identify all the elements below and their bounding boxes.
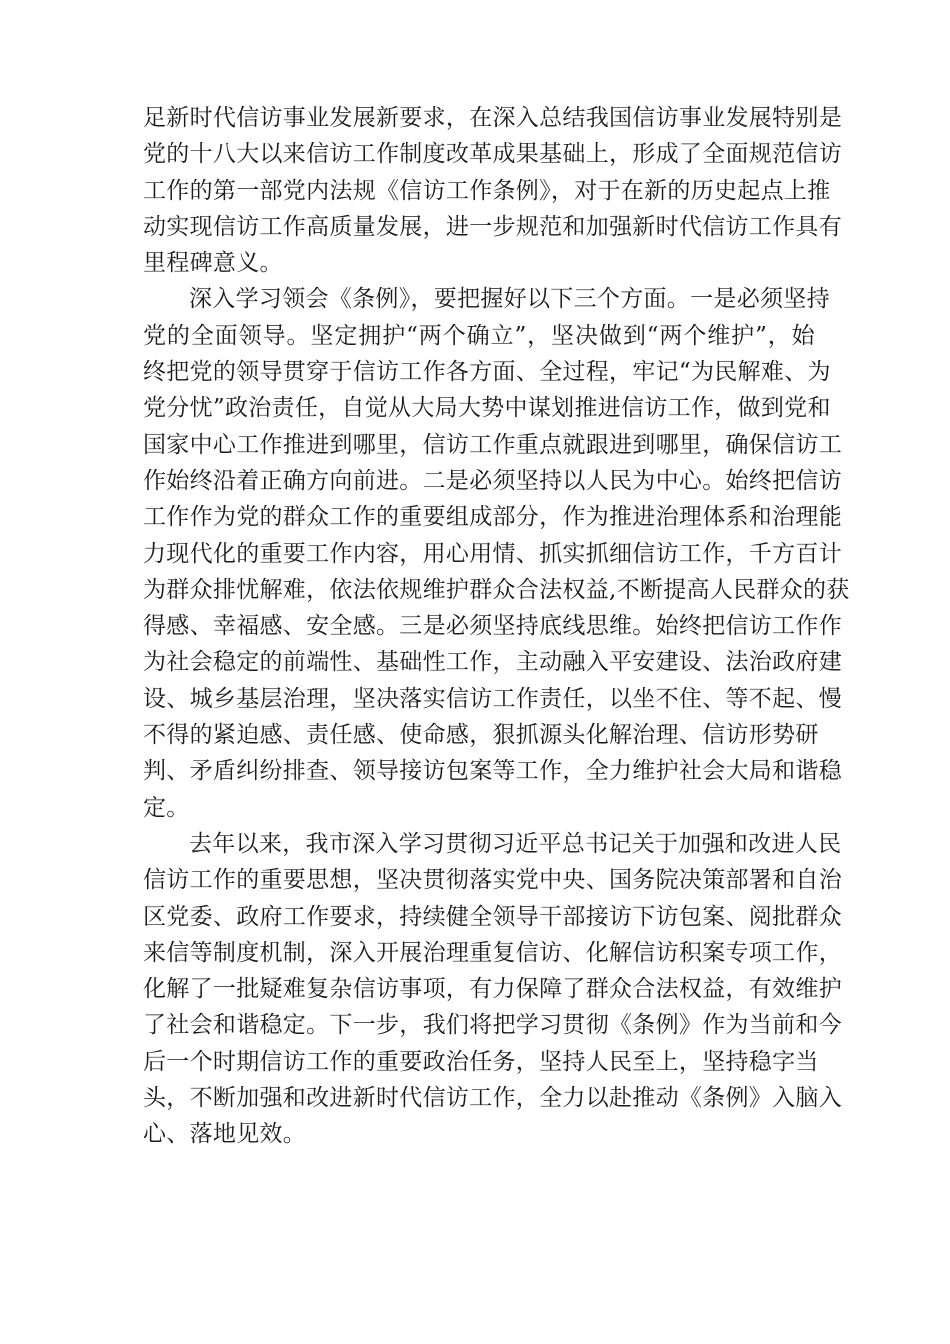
text-line: 判、矛盾纠纷排查、领导接访包案等工作，全力维护社会大局和谐稳: [143, 758, 842, 785]
paragraph-3: [143, 826, 842, 1153]
paragraph-1: [143, 100, 842, 281]
text-line: 不得的紧迫感、责任感、使命感，狠抓源头化解治理、信访形势研: [143, 722, 819, 749]
text-line: 党分忧”政治责任，自觉从大局大势中谋划推进信访工作，做到党和: [143, 395, 831, 422]
text-line: 心、落地见效。: [143, 1121, 307, 1148]
text-line: 定。: [143, 794, 190, 821]
text-line: 信访工作的重要思想，坚决贯彻落实党中央、国务院决策部署和自治: [143, 867, 842, 894]
text-line: 去年以来，我市深入学习贯彻习近平总书记关于加强和改进人民: [189, 830, 842, 857]
text-line: 为社会稳定的前端性、基础性工作，主动融入平安建设、法治政府建: [143, 649, 842, 676]
text-line: 力现代化的重要工作内容，用心用情、抓实抓细信访工作，千方百计: [143, 540, 842, 567]
text-line: 后一个时期信访工作的重要政治任务，坚持人民至上，坚持稳字当: [143, 1048, 819, 1075]
text-line: 国家中心工作推进到哪里，信访工作重点就跟进到哪里，确保信访工: [143, 431, 842, 458]
text-line: 里程碑意义。: [143, 250, 283, 277]
text-line: 工作的第一部党内法规《信访工作条例》，对于在新的历史起点上推: [143, 177, 831, 204]
text-line: 深入学习领会《条例》，要把握好以下三个方面。一是必须坚持: [189, 286, 830, 313]
paragraph-2: [143, 281, 850, 825]
text-line: 设、城乡基层治理，坚决落实信访工作责任，以坐不住、等不起、慢: [143, 685, 842, 712]
document-body: [143, 100, 850, 1153]
text-line: 得感、幸福感、安全感。三是必须坚持底线思维。始终把信访工作作: [143, 613, 842, 640]
text-line: 为群众排忧解难，依法依规维护群众合法权益,不断提高人民群众的获: [143, 576, 850, 603]
text-line: 来信等制度机制，深入开展治理重复信访、化解信访积案专项工作，: [143, 939, 842, 966]
text-line: 党的全面领导。坚定拥护“两个确立”，坚决做到“两个维护”，始: [143, 322, 815, 349]
text-line: 头，不断加强和改进新时代信访工作，全力以赴推动《条例》入脑入: [143, 1085, 842, 1112]
text-line: 终把党的领导贯穿于信访工作各方面、全过程，牢记“为民解难、为: [143, 359, 831, 386]
text-line: 区党委、政府工作要求，持续健全领导干部接访下访包案、阅批群众: [143, 903, 842, 930]
text-line: 党的十八大以来信访工作制度改革成果基础上，形成了全面规范信访: [143, 141, 842, 168]
text-line: 工作作为党的群众工作的重要组成部分，作为推进治理体系和治理能: [143, 504, 842, 531]
text-line: 了社会和谐稳定。下一步，我们将把学习贯彻《条例》作为当前和今: [143, 1012, 842, 1039]
text-line: 化解了一批疑难复杂信访事项，有力保障了群众合法权益，有效维护: [143, 976, 842, 1003]
text-line: 动实现信访工作高质量发展，进一步规范和加强新时代信访工作具有: [143, 213, 842, 240]
text-line: 作始终沿着正确方向前进。二是必须坚持以人民为中心。始终把信访: [143, 467, 842, 494]
text-line: 足新时代信访事业发展新要求，在深入总结我国信访事业发展特别是: [143, 105, 842, 131]
